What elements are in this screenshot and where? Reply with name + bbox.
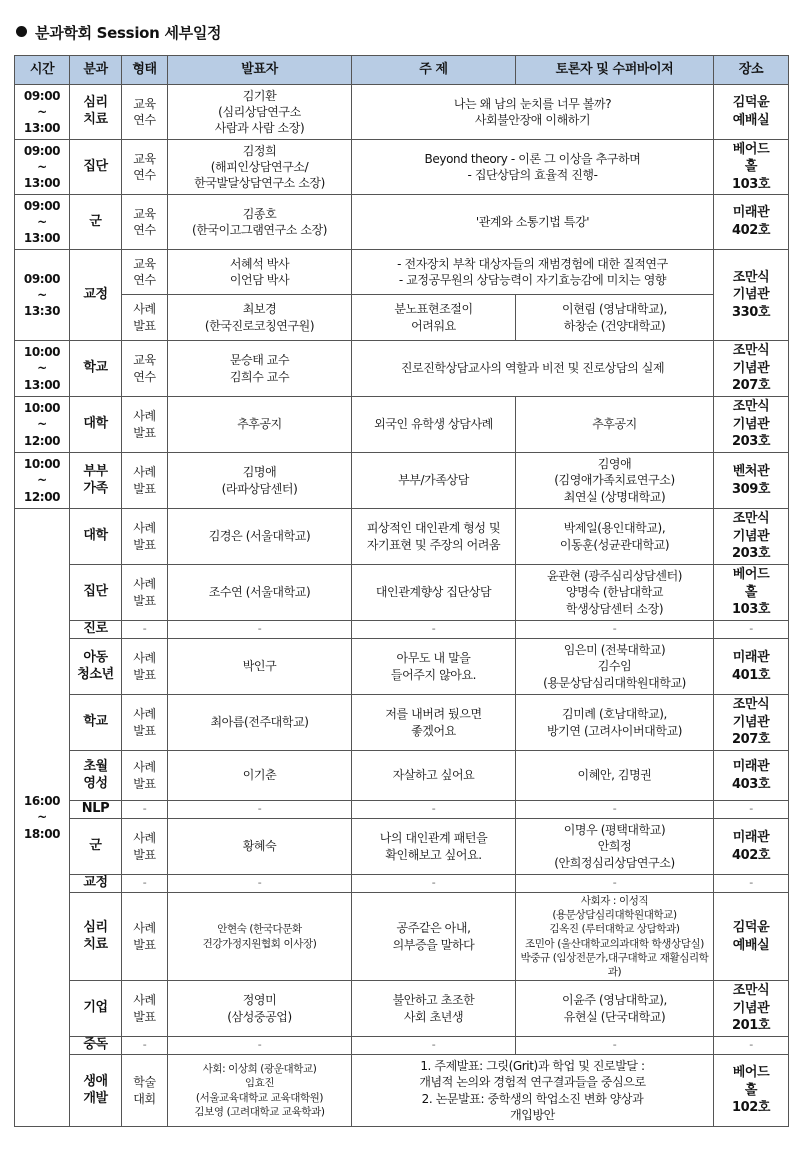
place-cell: 벤처관 309호: [714, 453, 789, 509]
table-row: [15, 893, 789, 981]
type-cell: 사례 발표: [122, 397, 168, 453]
type-cell: 교육 연수: [122, 140, 168, 195]
table-row: [15, 565, 789, 621]
discussant-cell: 박제일(용인대학교), 이동훈(성균관대학교): [516, 509, 714, 565]
type-cell: 사례 발표: [122, 819, 168, 875]
field-cell: 대학: [70, 397, 122, 453]
discussant-cell: 이혜안, 김명권: [516, 751, 714, 801]
place-cell: 베어드 홀 102호: [714, 1055, 789, 1127]
presenter-cell: 김기환 (심리상담연구소 사람과 사람 소장): [168, 85, 352, 140]
type-cell: 사례 발표: [122, 639, 168, 695]
header-type: 형태: [122, 56, 168, 85]
place-cell: -: [714, 1037, 789, 1055]
discussant-cell: 이윤주 (영남대학교), 유현실 (단국대학교): [516, 981, 714, 1037]
table-row: [15, 397, 789, 453]
topic-cell: 분노표현조절이 어려워요: [352, 295, 516, 341]
topic-cell: -: [352, 801, 516, 819]
place-cell: 김덕윤 예배실: [714, 893, 789, 981]
field-cell: 학교: [70, 341, 122, 397]
place-cell: 조만식 기념관 203호: [714, 397, 789, 453]
discussant-cell: -: [516, 801, 714, 819]
topic-cell: 불안하고 초조한 사회 초년생: [352, 981, 516, 1037]
schedule-table: [14, 55, 789, 1127]
place-cell: 미래관 402호: [714, 195, 789, 250]
field-cell: 아동 청소년: [70, 639, 122, 695]
presenter-cell: 최보경 (한국진로코칭연구원): [168, 295, 352, 341]
table-row: [15, 819, 789, 875]
bullet-icon: [16, 26, 27, 37]
field-cell: 진로: [70, 621, 122, 639]
field-cell: 집단: [70, 140, 122, 195]
type-cell: 사례 발표: [122, 295, 168, 341]
presenter-cell: 이기춘: [168, 751, 352, 801]
topic-cell: 나는 왜 남의 눈치를 너무 볼까? 사회불안장애 이해하기: [352, 85, 714, 140]
type-cell: -: [122, 875, 168, 893]
presenter-cell: 최아름(전주대학교): [168, 695, 352, 751]
topic-cell: 아무도 내 말을 들어주지 않아요.: [352, 639, 516, 695]
topic-cell: - 전자장치 부착 대상자들의 재범경험에 대한 질적연구 - 교정공무원의 상담능력이 자기효능감에 미치는 영향: [352, 250, 714, 295]
discussant-cell: 김미례 (호남대학교), 방기연 (고려사이버대학교): [516, 695, 714, 751]
presenter-cell: 사회: 이상희 (광운대학교) 임효진 (서울교육대학교 교육대학원) 김보영 (고려대학교 교육학과): [168, 1055, 352, 1127]
field-cell: 교정: [70, 250, 122, 341]
field-cell: 중독: [70, 1037, 122, 1055]
presenter-cell: 김종호 (한국이고그램연구소 소장): [168, 195, 352, 250]
type-cell: 교육 연수: [122, 195, 168, 250]
discussant-cell: -: [516, 1037, 714, 1055]
topic-cell: 나의 대인관계 패턴을 확인해보고 싶어요.: [352, 819, 516, 875]
time-cell: 09:00 ~ 13:00: [15, 140, 70, 195]
type-cell: 사례 발표: [122, 893, 168, 981]
header-row: [15, 56, 789, 85]
place-cell: 미래관 402호: [714, 819, 789, 875]
presenter-cell: 추후공지: [168, 397, 352, 453]
header-field: 분과: [70, 56, 122, 85]
type-cell: 사례 발표: [122, 509, 168, 565]
table-row: [15, 295, 789, 341]
presenter-cell: 김정희 (해피인상담연구소/ 한국발달상담연구소 소장): [168, 140, 352, 195]
table-row: [15, 981, 789, 1037]
place-cell: 베어드 홀 103호: [714, 565, 789, 621]
topic-cell: 자살하고 싶어요: [352, 751, 516, 801]
presenter-cell: -: [168, 875, 352, 893]
place-cell: 미래관 403호: [714, 751, 789, 801]
field-cell: 군: [70, 819, 122, 875]
type-cell: 교육 연수: [122, 85, 168, 140]
type-cell: -: [122, 801, 168, 819]
type-cell: 사례 발표: [122, 981, 168, 1037]
time-cell: 10:00 ~ 12:00: [15, 453, 70, 509]
field-cell: 생애 개발: [70, 1055, 122, 1127]
type-cell: 사례 발표: [122, 695, 168, 751]
table-row: [15, 1055, 789, 1127]
field-cell: 기업: [70, 981, 122, 1037]
topic-cell: 대인관계향상 집단상담: [352, 565, 516, 621]
discussant-cell: 김영애 (김영애가족치료연구소) 최연실 (상명대학교): [516, 453, 714, 509]
place-cell: -: [714, 801, 789, 819]
field-cell: NLP: [70, 801, 122, 819]
table-row: [15, 250, 789, 295]
table-row: [15, 195, 789, 250]
type-cell: -: [122, 621, 168, 639]
topic-cell: 1. 주제발표: 그릿(Grit)과 학업 및 진로발달 : 개념적 논의와 경험적 연구결과들을 중심으로 2. 논문발표: 중학생의 학업소진 변화 양상과 개입방안: [352, 1055, 714, 1127]
time-cell: 09:00 ~ 13:00: [15, 195, 70, 250]
topic-cell: 피상적인 대인관계 형성 및 자기표현 및 주장의 어려움: [352, 509, 516, 565]
discussant-cell: -: [516, 875, 714, 893]
type-cell: 사례 발표: [122, 453, 168, 509]
presenter-cell: 김경은 (서울대학교): [168, 509, 352, 565]
place-cell: 조만식 기념관 207호: [714, 341, 789, 397]
presenter-cell: 안현숙 (한국다문화 건강가정지원협회 이사장): [168, 893, 352, 981]
field-cell: 심리 치료: [70, 893, 122, 981]
table-row: [15, 751, 789, 801]
topic-cell: -: [352, 875, 516, 893]
topic-cell: 공주같은 아내, 의부증을 말하다: [352, 893, 516, 981]
time-cell: 10:00 ~ 13:00: [15, 341, 70, 397]
presenter-cell: 조수연 (서울대학교): [168, 565, 352, 621]
time-cell: 09:00 ~ 13:00: [15, 85, 70, 140]
header-place: 장소: [714, 56, 789, 85]
topic-cell: 외국인 유학생 상담사례: [352, 397, 516, 453]
presenter-cell: -: [168, 801, 352, 819]
table-row: [15, 341, 789, 397]
field-cell: 학교: [70, 695, 122, 751]
type-cell: 교육 연수: [122, 250, 168, 295]
topic-cell: -: [352, 1037, 516, 1055]
header-topic: 주 제: [352, 56, 516, 85]
presenter-cell: 서혜석 박사 이언담 박사: [168, 250, 352, 295]
topic-cell: 부부/가족상담: [352, 453, 516, 509]
table-row: [15, 801, 789, 819]
presenter-cell: 황혜숙: [168, 819, 352, 875]
field-cell: 부부 가족: [70, 453, 122, 509]
discussant-cell: -: [516, 621, 714, 639]
table-row: [15, 85, 789, 140]
field-cell: 심리 치료: [70, 85, 122, 140]
time-cell: 09:00 ~ 13:30: [15, 250, 70, 341]
table-row: [15, 140, 789, 195]
table-row: [15, 453, 789, 509]
place-cell: 조만식 기념관 207호: [714, 695, 789, 751]
place-cell: 베어드 홀 103호: [714, 140, 789, 195]
page-title: [16, 22, 221, 43]
discussant-cell: 추후공지: [516, 397, 714, 453]
type-cell: -: [122, 1037, 168, 1055]
time-cell: 16:00 ~ 18:00: [15, 509, 70, 1127]
topic-cell: 저를 내버려 뒀으면 좋겠어요: [352, 695, 516, 751]
discussant-cell: 사회자 : 이성직 (용문상담심리대학원대학교) 김옥진 (루터대학교 상담학과) 조민아 (울산대학교의과대학 학생상담실) 박중규 (임상전문가,대구대학교 재활심리학과): [516, 893, 714, 981]
presenter-cell: 박인구: [168, 639, 352, 695]
place-cell: 조만식 기념관 330호: [714, 250, 789, 341]
presenter-cell: -: [168, 621, 352, 639]
table-row: [15, 639, 789, 695]
type-cell: 사례 발표: [122, 565, 168, 621]
place-cell: -: [714, 875, 789, 893]
discussant-cell: 이현림 (영남대학교), 하창순 (건양대학교): [516, 295, 714, 341]
type-cell: 교육 연수: [122, 341, 168, 397]
type-cell: 학술 대회: [122, 1055, 168, 1127]
discussant-cell: 이명우 (평택대학교) 안희정 (안희정심리상담연구소): [516, 819, 714, 875]
field-cell: 초월 영성: [70, 751, 122, 801]
field-cell: 집단: [70, 565, 122, 621]
table-row: [15, 1037, 789, 1055]
place-cell: 미래관 401호: [714, 639, 789, 695]
header-discussant: 토론자 및 수퍼바이저: [516, 56, 714, 85]
presenter-cell: 정영미 (삼성중공업): [168, 981, 352, 1037]
place-cell: 김덕윤 예배실: [714, 85, 789, 140]
type-cell: 사례 발표: [122, 751, 168, 801]
time-cell: 10:00 ~ 12:00: [15, 397, 70, 453]
presenter-cell: -: [168, 1037, 352, 1055]
table-row: [15, 695, 789, 751]
topic-cell: 진로진학상담교사의 역할과 비전 및 진로상담의 실제: [352, 341, 714, 397]
topic-cell: Beyond theory - 이론 그 이상을 추구하며 - 집단상담의 효율적 진행-: [352, 140, 714, 195]
place-cell: 조만식 기념관 203호: [714, 509, 789, 565]
table-row: [15, 509, 789, 565]
page-title-text: 분과학회 Session 세부일정: [35, 24, 222, 42]
field-cell: 대학: [70, 509, 122, 565]
header-presenter: 발표자: [168, 56, 352, 85]
topic-cell: '관계와 소통기법 특강': [352, 195, 714, 250]
table-row: [15, 621, 789, 639]
place-cell: -: [714, 621, 789, 639]
place-cell: 조만식 기념관 201호: [714, 981, 789, 1037]
presenter-cell: 문승태 교수 김희수 교수: [168, 341, 352, 397]
presenter-cell: 김명애 (라파상담센터): [168, 453, 352, 509]
field-cell: 군: [70, 195, 122, 250]
discussant-cell: 임은미 (전북대학교) 김수임 (용문상담심리대학원대학교): [516, 639, 714, 695]
header-time: 시간: [15, 56, 70, 85]
table-row: [15, 875, 789, 893]
discussant-cell: 윤관현 (광주심리상담센터) 양명숙 (한남대학교 학생상담센터 소장): [516, 565, 714, 621]
field-cell: 교정: [70, 875, 122, 893]
topic-cell: -: [352, 621, 516, 639]
